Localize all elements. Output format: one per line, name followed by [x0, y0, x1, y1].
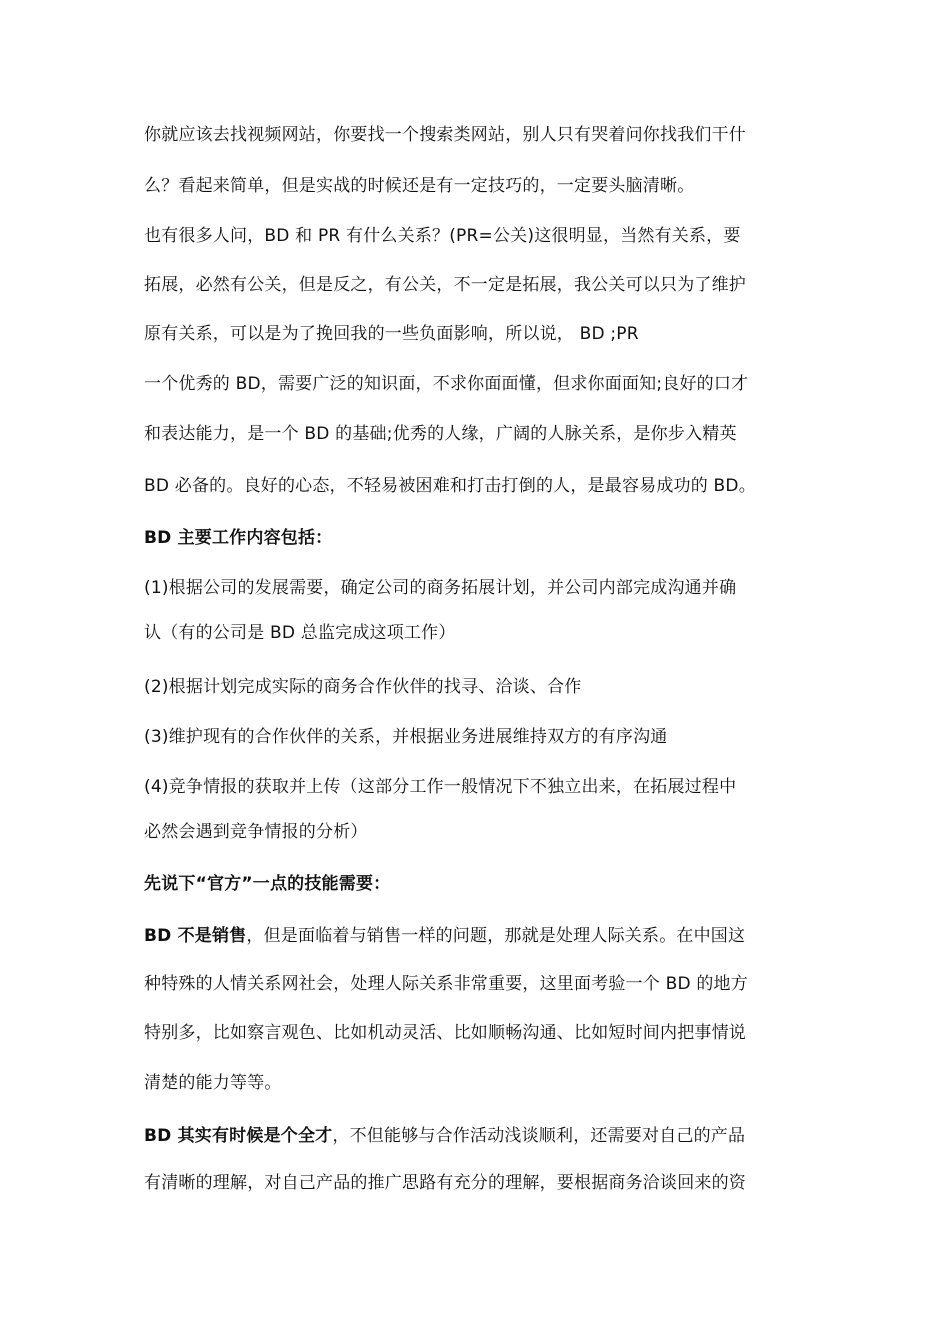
text-line: 也有很多人问，BD 和 PR 有什么关系？(PR=公关)这很明显，当然有关系，要 [144, 226, 741, 246]
text-run: ，不但能够与合作活动浅谈顺利，还需要对自己的产品 [332, 1126, 746, 1146]
list-item-line: (4)竞争情报的获取并上传（这部分工作一般情况下不独立出来，在拓展过程中 [144, 777, 737, 797]
list-item-line: 认（有的公司是 BD 总监完成这项工作） [144, 623, 456, 643]
text-line: 种特殊的人情关系网社会，处理人际关系非常重要，这里面考验一个 BD 的地方 [144, 974, 748, 994]
text-line: 拓展，必然有公关，但是反之，有公关，不一定是拓展，我公关可以只为了维护 [144, 275, 746, 295]
text-line: 有清晰的理解，对自己产品的推广思路有充分的理解，要根据商务洽谈回来的资 [144, 1173, 746, 1193]
text-line: 和表达能力，是一个 BD 的基础;优秀的人缘，广阔的人脉关系，是你步入精英 [144, 424, 737, 444]
bold-lead: BD 不是销售 [144, 926, 247, 946]
text-line: BD 必备的。良好的心态，不轻易被困难和打击打倒的人，是最容易成功的 BD。 [144, 476, 756, 496]
list-item-line: (2)根据计划完成实际的商务合作伙伴的找寻、洽谈、合作 [144, 677, 582, 697]
section-heading: BD 主要工作内容包括： [144, 528, 333, 548]
text-line [144, 1124, 814, 1148]
text-run: ，但是面临着与销售一样的问题，那就是处理人际关系。在中国这 [246, 926, 746, 946]
text-line: 么？看起来简单，但是实战的时候还是有一定技巧的，一定要头脑清晰。 [144, 176, 695, 196]
bold-lead: BD 其实有时候是个全才 [144, 1126, 333, 1146]
list-item-line: 必然会遇到竞争情报的分析） [144, 822, 368, 842]
text-line: 你就应该去找视频网站，你要找一个搜索类网站，别人只有哭着问你找我们干什 [144, 125, 746, 145]
list-item-line: (3)维护现有的合作伙伴的关系，并根据业务进展维持双方的有序沟通 [144, 727, 668, 747]
text-line: 一个优秀的 BD，需要广泛的知识面，不求你面面懂，但求你面面知;良好的口才 [144, 374, 749, 394]
text-line [144, 924, 814, 948]
list-item-line: (1)根据公司的发展需要，确定公司的商务拓展计划，并公司内部完成沟通并确 [144, 578, 737, 598]
text-line: 清楚的能力等等。 [144, 1073, 282, 1093]
text-line: 原有关系，可以是为了挽回我的一些负面影响，所以说， BD ;PR [144, 324, 639, 344]
section-heading: 先说下“官方”一点的技能需要： [144, 874, 391, 894]
text-line: 特别多，比如察言观色、比如机动灵活、比如顺畅沟通、比如短时间内把事情说 [144, 1023, 746, 1043]
